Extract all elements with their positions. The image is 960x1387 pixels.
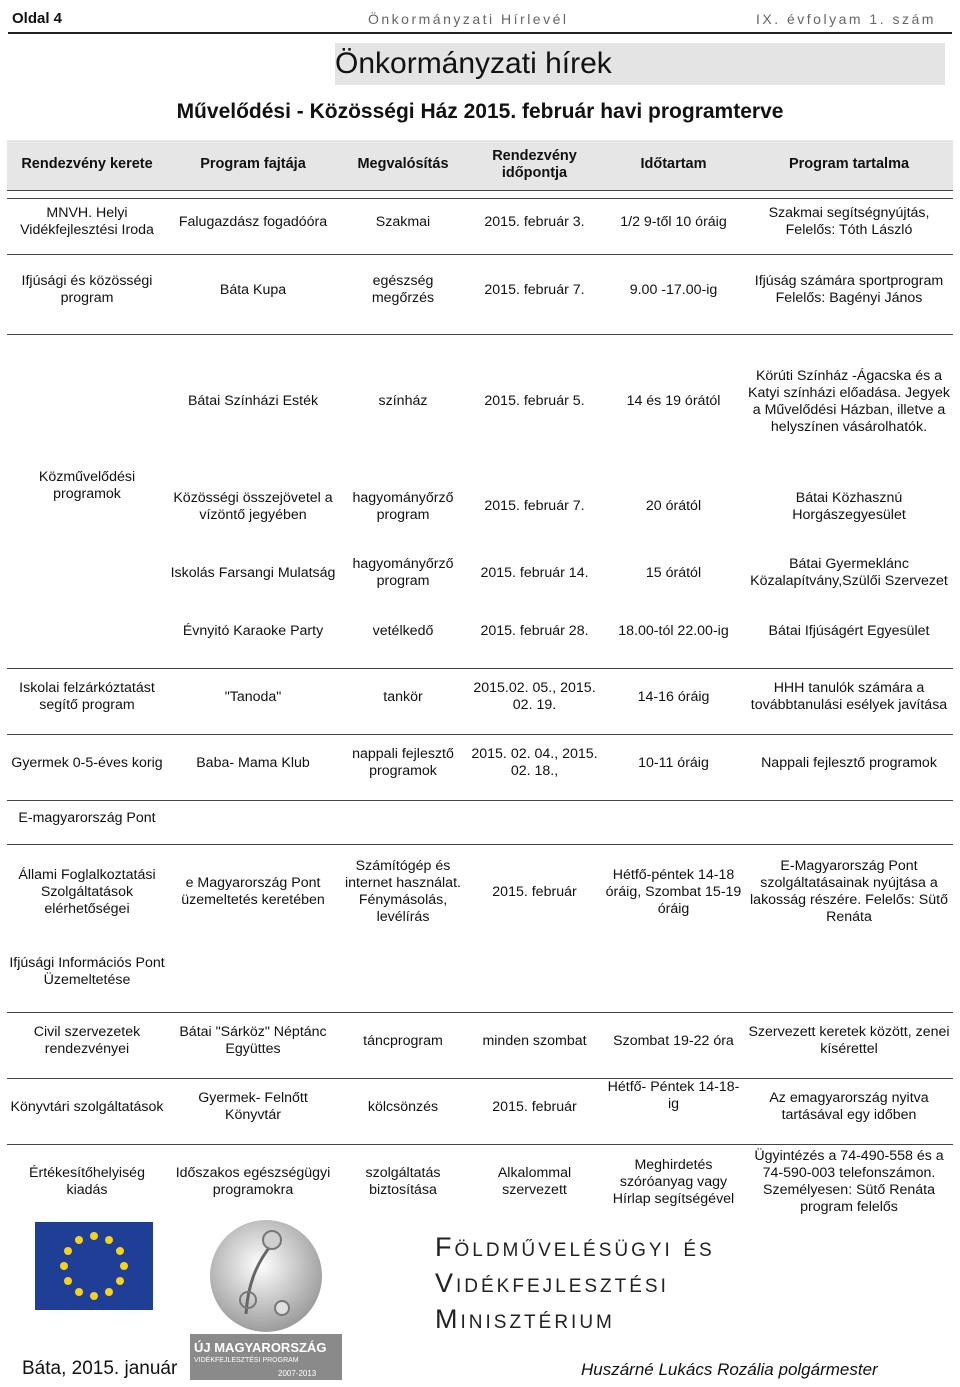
page-subtitle: Művelődési - Közösségi Ház 2015. február havi programterve — [176, 100, 784, 123]
table-row — [7, 1012, 953, 1070]
table-cell: tankör — [383, 688, 423, 705]
table-cell: 20 órától — [645, 498, 702, 514]
running-header — [8, 6, 952, 36]
table-cell: 2015. február 14. — [480, 564, 589, 581]
table-cell: MNVH. Helyi Vidékfejlesztési Iroda — [20, 205, 154, 239]
table-cell: Hétfő- Péntek 14-18-ig — [607, 1078, 740, 1112]
table-cell: Civil szervezetek rendezvényei — [33, 1024, 141, 1058]
table-cell: hagyományőrző program — [352, 556, 454, 589]
table-cell: 2015. február 7. — [484, 498, 585, 514]
program-logo-title: ÚJ MAGYARORSZÁG — [194, 1340, 327, 1355]
column-header: Program fajtája — [167, 140, 339, 190]
table-cell: színház — [378, 393, 428, 410]
table-cell: HHH tanulók számára a továbbtanulási esélyek javítása — [750, 680, 948, 714]
table-cell: Évnyitó Karaoke Party — [182, 622, 324, 639]
table-cell: E-Magyarország Pont szolgáltatásainak nyújtása a lakosság részére. Felelős: Sütő Renáta — [750, 858, 948, 926]
table-row — [7, 734, 953, 792]
table-row — [7, 668, 953, 726]
table-cell: 2015. 02. 04., 2015. 02. 18., — [471, 746, 598, 780]
table-cell: Ifjúság számára sportprogram Felelős: Bagényi János — [754, 273, 944, 307]
table-cell: vetélkedő — [372, 622, 434, 639]
table-cell: Időszakos egészségügyi programokra — [175, 1165, 331, 1199]
table-cell: Iskolás Farsangi Mulatság — [170, 564, 336, 581]
table-cell: Ifjúsági és közösségi program — [21, 273, 153, 307]
table-cell: 15 órától — [645, 564, 702, 581]
footer-signature: Huszárné Lukács Rozália polgármester — [581, 1360, 878, 1379]
table-cell: Szakmai — [375, 213, 431, 230]
column-header: Időtartam — [602, 140, 745, 190]
table-row — [7, 940, 953, 1004]
ministry-line-2: Vidékfejlesztési — [435, 1268, 669, 1298]
table-row — [7, 602, 953, 660]
table-cell: Állami Foglalkoztatási Szolgáltatások elérhetőségei — [18, 866, 156, 917]
table-cell: hagyományőrző program — [352, 489, 454, 523]
table-cell: Az emagyarország nyitva tartásával egy időben — [769, 1090, 929, 1124]
table-cell: Bátai Színházi Esték — [187, 393, 319, 410]
table-cell: 2015.02. 05., 2015. 02. 19. — [473, 680, 596, 714]
table-cell: 1/2 9-től 10 óráig — [620, 213, 727, 230]
table-row — [7, 544, 953, 602]
table-header-row — [7, 140, 953, 190]
program-logo-years: 2007-2013 — [278, 1369, 317, 1378]
table-cell: "Tanoda" — [224, 688, 282, 705]
table-cell — [7, 602, 167, 660]
table-cell: 9.00 -17.00-ig — [629, 281, 718, 298]
table-cell: 2015. február 3. — [484, 213, 585, 230]
table-cell: Közművelődési programok — [38, 469, 136, 502]
section-banner — [335, 43, 945, 85]
table-cell: Szervezett keretek között, zenei kísérettel — [748, 1024, 950, 1058]
table-row — [7, 1078, 953, 1136]
volume-info: IX. évfolyam 1. szám — [756, 11, 936, 27]
table-cell: Bátai Közhasznú Horgászegyesület — [792, 489, 906, 523]
table-cell: E-magyarország Pont — [18, 809, 156, 826]
table-cell: Ifjúsági Információs Pont Üzemeltetése — [9, 955, 165, 988]
table-cell: Könyvtári szolgáltatások — [10, 1098, 164, 1115]
table-cell: Meghirdetés szóróanyag vagy Hírlap segítségével — [612, 1156, 735, 1207]
footer-date: Báta, 2015. január — [22, 1358, 178, 1379]
table-cell: e Magyarország Pont üzemeltetés keretében — [181, 875, 325, 909]
header-rule — [8, 32, 952, 34]
table-cell: Számítógép és internet használat. Fénymásolás, levélírás — [345, 858, 461, 926]
column-header: Rendezvény időpontja — [467, 140, 602, 190]
table-cell: 2015. február 5. — [484, 393, 585, 410]
table-cell: Iskolai felzárkóztatást segítő program — [19, 680, 155, 714]
table-cell: kölcsönzés — [367, 1098, 439, 1115]
table-row — [7, 800, 953, 836]
table-cell: 2015. február 7. — [484, 281, 585, 298]
table-cell: 10-11 óráig — [638, 754, 709, 771]
table-cell — [7, 334, 167, 469]
eu-flag-logo — [35, 1222, 153, 1310]
table-cell: Báta Kupa — [219, 281, 287, 298]
table-cell: Körúti Színház -Ágacska és a Katyi színházi előadása. Jegyek a Művelődési Házban, illetve a helyszínen vásárolhatók. — [748, 367, 950, 435]
table-cell: 14-16 óráig — [637, 688, 710, 705]
table-cell: Alkalommal szervezett — [497, 1165, 572, 1199]
uj-magyarorszag-logo — [186, 1214, 346, 1386]
table-cell: Hétfő-péntek 14-18 óráig, Szombat 15-19 óráig — [605, 866, 742, 917]
table-cell: Nappali fejlesztő programok — [761, 754, 937, 771]
table-cell: Bátai Ifjúságért Egyesület — [768, 622, 930, 639]
table-cell: Értékesítőhelyiség kiadás — [29, 1165, 145, 1199]
table-cell: Szakmai segítségnyújtás, Felelős: Tóth László — [768, 205, 930, 239]
table-row — [7, 198, 953, 246]
column-header: Megvalósítás — [339, 140, 467, 190]
table-row — [7, 844, 953, 940]
table-row — [7, 254, 953, 326]
table-cell: szolgáltatás biztosítása — [365, 1165, 441, 1199]
table-cell: 14 és 19 órától — [626, 393, 721, 410]
ministry-line-1: Földművelésügyi és — [435, 1232, 715, 1262]
table-cell: 2015. február 28. — [480, 622, 589, 639]
table-cell: 18.00-tól 22.00-ig — [618, 622, 729, 639]
table-cell: Szombat 19-22 óra — [613, 1032, 734, 1049]
column-header: Rendezvény kerete — [7, 140, 167, 190]
table-cell: 2015. február — [492, 883, 577, 900]
table-cell: 2015. február — [492, 1098, 577, 1115]
table-cell: minden szombat — [482, 1032, 587, 1049]
table-cell: nappali fejlesztő programok — [352, 746, 454, 780]
publication-name: Önkormányzati Hírlevél — [368, 11, 569, 27]
table-cell: Közösségi összejövetel a vízöntő jegyében — [173, 489, 333, 523]
ministry-line-3: Minisztérium — [435, 1304, 615, 1334]
page-number: Oldal 4 — [12, 10, 63, 27]
section-title: Önkormányzati hírek — [335, 47, 612, 80]
table-row — [7, 334, 953, 469]
column-header: Program tartalma — [745, 140, 953, 190]
table-cell: Baba- Mama Klub — [196, 754, 310, 771]
table-cell: Bátai Gyermeklánc Közalapítvány,Szülői Szervezet — [750, 556, 948, 589]
table-row — [7, 469, 953, 544]
program-logo-sub: VIDÉKFEJLESZTÉSI PROGRAM — [194, 1357, 299, 1364]
table-cell: Gyermek- Felnőtt Könyvtár — [198, 1090, 308, 1124]
table-cell: Bátai "Sárköz" Néptánc Együttes — [179, 1024, 327, 1058]
ministry-logo — [435, 1232, 935, 1340]
table-cell: Gyermek 0-5-éves korig — [11, 754, 163, 771]
table-cell — [7, 544, 167, 602]
table-cell: Ügyintézés a 74-490-558 és a 74-590-003 telefonszámon. Személyesen: Sütő Renáta program felelős — [754, 1148, 944, 1216]
table-cell: egészség megőrzés — [371, 273, 435, 307]
table-cell: Falugazdász fogadóóra — [178, 213, 328, 230]
table-cell: táncprogram — [363, 1032, 443, 1049]
table-row — [7, 1144, 953, 1220]
program-table — [7, 140, 953, 1220]
